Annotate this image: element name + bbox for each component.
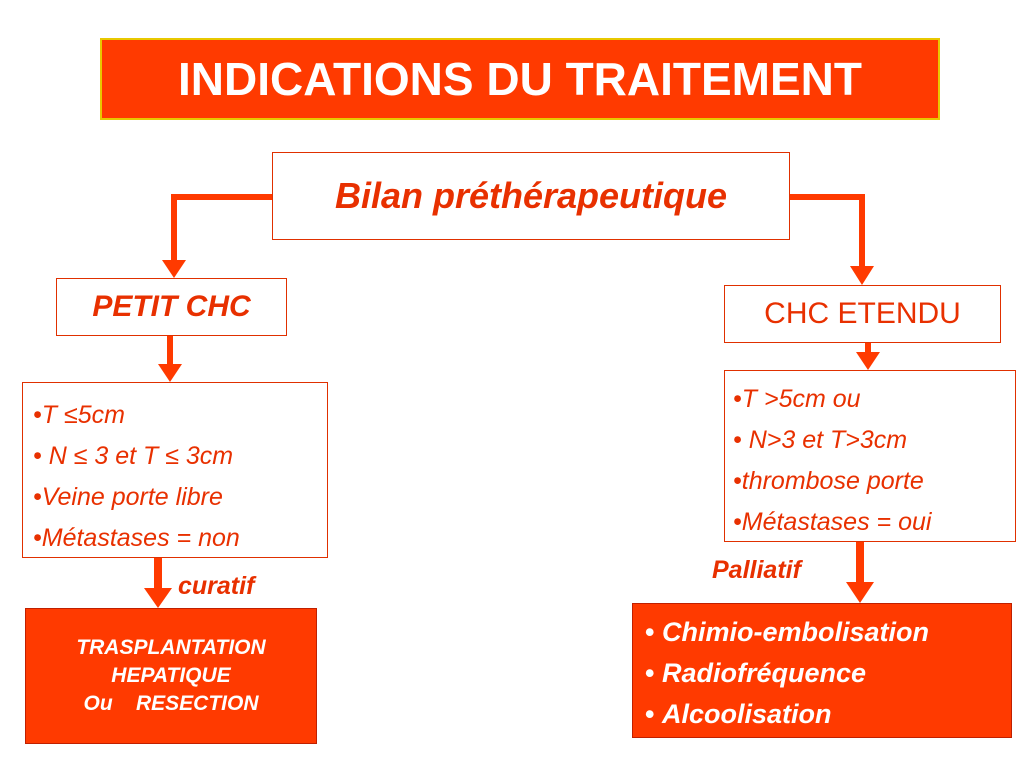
treatment-item: • Alcoolisation bbox=[645, 694, 1011, 735]
treatment-line: HEPATIQUE bbox=[111, 664, 231, 687]
root-node-text: Bilan préthérapeutique bbox=[334, 175, 728, 216]
criterion-item: •Métastases = non bbox=[33, 524, 240, 552]
criterion-item: •thrombose porte bbox=[733, 467, 924, 495]
criterion-item: •Métastases = oui bbox=[733, 508, 932, 536]
arrowhead-treatments bbox=[846, 582, 874, 603]
treatment-line: Ou RESECTION bbox=[83, 692, 259, 715]
treatment-palliative bbox=[632, 603, 1012, 738]
node-chc-etendu bbox=[724, 285, 1001, 343]
node-petit-chc-text: PETIT CHC bbox=[92, 290, 251, 323]
slide-title-text: INDICATIONS DU TRAITEMENT bbox=[177, 53, 862, 105]
criterion-item: •T >5cm ou bbox=[733, 385, 861, 413]
arrow-bilan-to-etendu bbox=[790, 197, 862, 268]
arrowhead-criteria-left bbox=[158, 364, 182, 382]
arrowhead-transplant bbox=[144, 588, 172, 608]
treatment-line: TRASPLANTATION bbox=[76, 636, 266, 659]
treatment-item: • Chimio-embolisation bbox=[645, 612, 1011, 653]
slide-title bbox=[100, 38, 940, 120]
node-chc-etendu-text: CHC ETENDU bbox=[764, 297, 961, 330]
criterion-item: • N ≤ 3 et T ≤ 3cm bbox=[33, 442, 234, 470]
criteria-petit-chc bbox=[22, 382, 328, 558]
treatment-curative bbox=[25, 608, 317, 744]
criterion-item: • N>3 et T>3cm bbox=[733, 426, 908, 454]
treatment-item: • Radiofréquence bbox=[645, 653, 1011, 694]
root-node-bilan bbox=[272, 152, 790, 240]
node-petit-chc bbox=[56, 278, 287, 336]
label-palliatif: Palliatif bbox=[712, 556, 801, 584]
criteria-chc-etendu bbox=[724, 370, 1016, 542]
criterion-item: •Veine porte libre bbox=[33, 483, 223, 511]
arrowhead-petit bbox=[162, 260, 186, 278]
label-curatif: curatif bbox=[178, 572, 255, 600]
arrowhead-criteria-right bbox=[856, 352, 880, 370]
criterion-item: •T ≤5cm bbox=[33, 401, 125, 429]
arrow-bilan-to-petit bbox=[174, 197, 272, 262]
arrowhead-etendu bbox=[850, 266, 874, 285]
